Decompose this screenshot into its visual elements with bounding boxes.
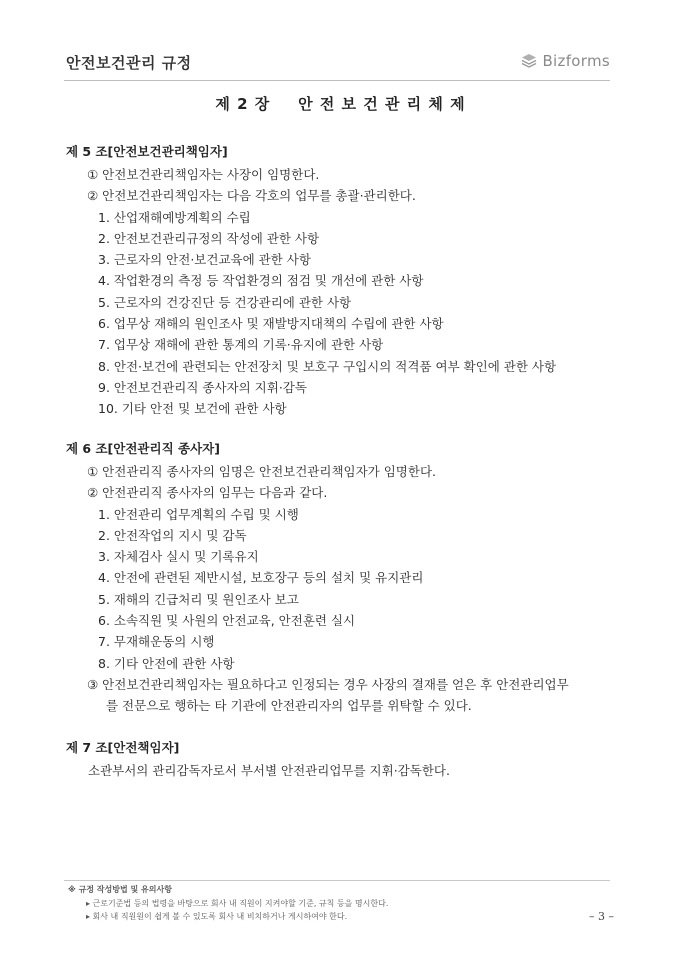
paragraph: ① 안전관리직 종사자의 임명은 안전보건관리책임자가 임명한다. xyxy=(87,464,436,479)
list-item: 2. 안전작업의 지시 및 감독 xyxy=(98,527,247,543)
list-item: 4. 작업환경의 측정 등 작업환경의 점검 및 개선에 관한 사항 xyxy=(98,273,424,289)
list-item: 4. 안전에 관련된 제반시설, 보호장구 등의 설치 및 유지관리 xyxy=(98,570,424,586)
paragraph: 소관부서의 관리감독자로서 부서별 안전관리업무를 지휘·감독한다. xyxy=(88,763,450,778)
chapter-title: 제 2 장 안 전 보 건 관 리 체 제 xyxy=(215,95,465,113)
list-item: 10. 기타 안전 및 보건에 관한 사항 xyxy=(98,401,287,417)
paragraph: ③ 안전보건관리책임자는 필요하다고 인정되는 경우 사장의 결재를 얻은 후 안전관리업무 xyxy=(87,676,569,692)
article-heading: 제 5 조[안전보건관리책임자] xyxy=(66,144,228,159)
document-title: 안전보건관리 규정 xyxy=(66,54,192,72)
list-item: 5. 재해의 긴급처리 및 원인조사 보고 xyxy=(98,591,299,607)
list-item: 3. 자체검사 실시 및 기록유지 xyxy=(98,549,259,565)
article-heading: 제 6 조[안전관리직 종사자] xyxy=(66,441,220,456)
list-item: 3. 근로자의 안전·보건교육에 관한 사항 xyxy=(98,252,311,268)
footnote xyxy=(68,884,388,923)
footnote-item: ▸ 회사 내 직원원이 쉽게 볼 수 있도록 회사 내 비치하거나 게시하여야 한다. xyxy=(86,911,348,921)
list-item: 8. 안전·보건에 관련되는 안전장치 및 보호구 구입시의 적격품 여부 확인에 관한 사항 xyxy=(98,358,557,374)
page-number: – 3 – xyxy=(589,910,614,923)
list-item: 9. 안전보건관리직 종사자의 지휘·감독 xyxy=(98,379,307,395)
list-item: 7. 무재해운동의 시행 xyxy=(98,634,215,650)
footnote-title: ※ 규정 작성방법 및 유의사항 xyxy=(68,885,172,894)
brand-logo xyxy=(521,52,610,70)
article-heading: 제 7 조[안전책임자] xyxy=(66,740,180,755)
list-item: 5. 근로자의 건강진단 등 건강관리에 관한 사항 xyxy=(98,294,352,310)
article-7 xyxy=(66,738,620,781)
footnote-item: ▸ 근로기준법 등의 법령을 바탕으로 회사 내 직원이 지켜야할 기준, 규칙 등을 명시한다. xyxy=(86,899,389,908)
paragraph: ② 안전관리직 종사자의 임무는 다음과 같다. xyxy=(87,485,328,501)
stacked-layers-icon xyxy=(521,53,537,69)
list-item: 8. 기타 안전에 관한 사항 xyxy=(98,655,235,671)
brand-name: Bizforms xyxy=(542,52,610,70)
list-item: 1. 산업재해예방계획의 수립 xyxy=(98,209,251,225)
list-item: 2. 안전보건관리규정의 작성에 관한 사항 xyxy=(98,230,320,246)
article-5 xyxy=(66,142,620,420)
document-header xyxy=(64,50,610,81)
list-item: 7. 업무상 재해에 관한 통계의 기록·유지에 관한 사항 xyxy=(98,337,384,353)
article-6 xyxy=(66,439,620,717)
list-item: 1. 안전관리 업무계획의 수립 및 시행 xyxy=(98,506,299,522)
list-item: 6. 소속직원 및 사원의 안전교육, 안전훈련 실시 xyxy=(98,613,356,629)
paragraph-continuation: 를 전문으로 행하는 타 기관에 안전관리자의 업무를 위탁할 수 있다. xyxy=(106,698,472,714)
footer-divider xyxy=(64,880,610,881)
list-item: 6. 업무상 재해의 원인조사 및 재발방지대책의 수립에 관한 사항 xyxy=(98,316,444,332)
paragraph: ② 안전보건관리책임자는 다음 각호의 업무를 총괄·관리한다. xyxy=(87,188,416,204)
paragraph: ① 안전보건관리책임자는 사장이 임명한다. xyxy=(87,167,320,182)
